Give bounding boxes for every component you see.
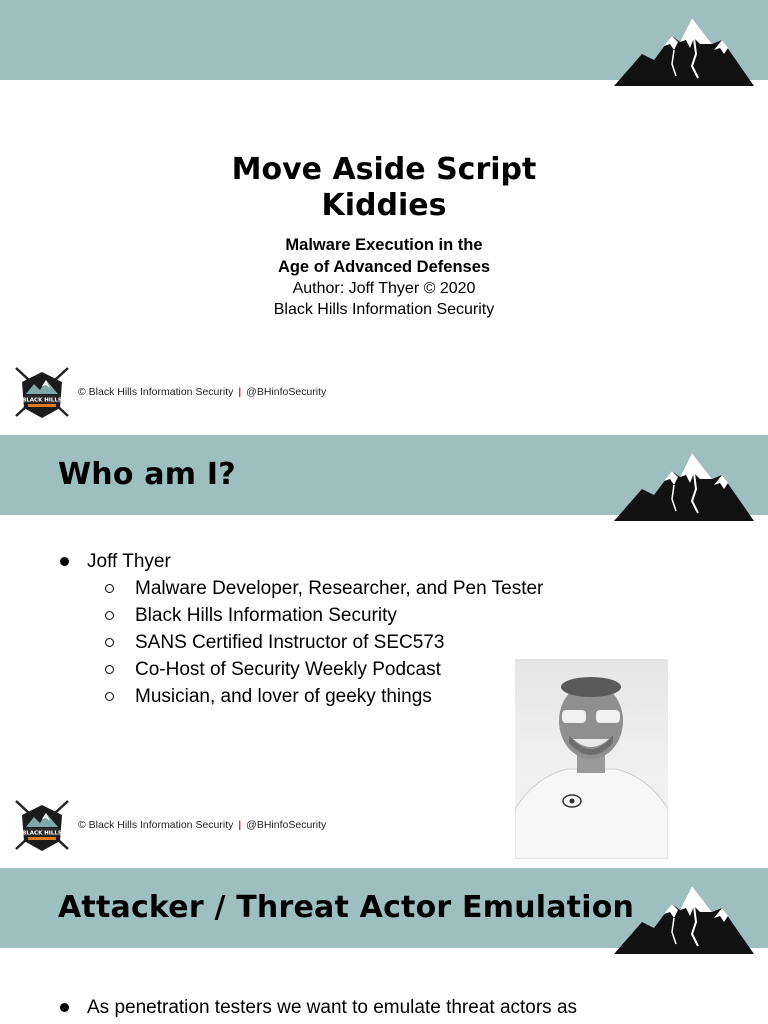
subtitle [0,234,768,278]
footer-copyright [78,819,326,831]
list-item: SANS Certified Instructor of SEC573 [58,629,543,656]
list-item: Joff Thyer [58,548,543,575]
list-item: Musician, and lover of geeky things [58,683,543,710]
footer-copyright [78,386,326,398]
subtitle-line1: Malware Execution in the [285,236,483,254]
list-item: As penetration testers we want to emulate threat actors as [58,994,577,1021]
bullet-list [58,994,577,1021]
author-photo [515,659,668,859]
slide-footer [12,364,332,420]
slide-heading: Who am I? [58,457,236,492]
subtitle-line2: Age of Advanced Defenses [277,258,491,276]
author-line: Author: Joff Thyer © 2020 [292,280,476,297]
footer-handle: @BHinfoSecurity [246,819,327,831]
slide-footer [12,797,332,853]
list-item: Malware Developer, Researcher, and Pen Tester [58,575,543,602]
footer-separator: | [238,819,242,831]
title-slide [0,0,768,432]
bhis-logo-icon [12,797,72,853]
title-block [0,152,768,320]
bullet-list [58,548,543,710]
mountain-icon [614,882,754,954]
list-item: Black Hills Information Security [58,602,543,629]
organization-line: Black Hills Information Security [273,301,495,318]
main-title-line2: Kiddies [321,188,447,223]
footer-handle: @BHinfoSecurity [246,386,327,398]
main-title-line1: Move Aside Script [231,152,537,187]
about-slide [0,435,768,865]
footer-separator: | [238,386,242,398]
bhis-logo-icon [12,364,72,420]
main-title [0,152,768,224]
mountain-icon [614,449,754,521]
mountain-icon [614,14,754,86]
emulation-slide [0,868,768,1024]
slide-heading: Attacker / Threat Actor Emulation [58,890,635,925]
list-item: Co-Host of Security Weekly Podcast [58,656,543,683]
footer-copyright-text: © Black Hills Information Security [78,819,234,831]
footer-copyright-text: © Black Hills Information Security [78,386,234,398]
